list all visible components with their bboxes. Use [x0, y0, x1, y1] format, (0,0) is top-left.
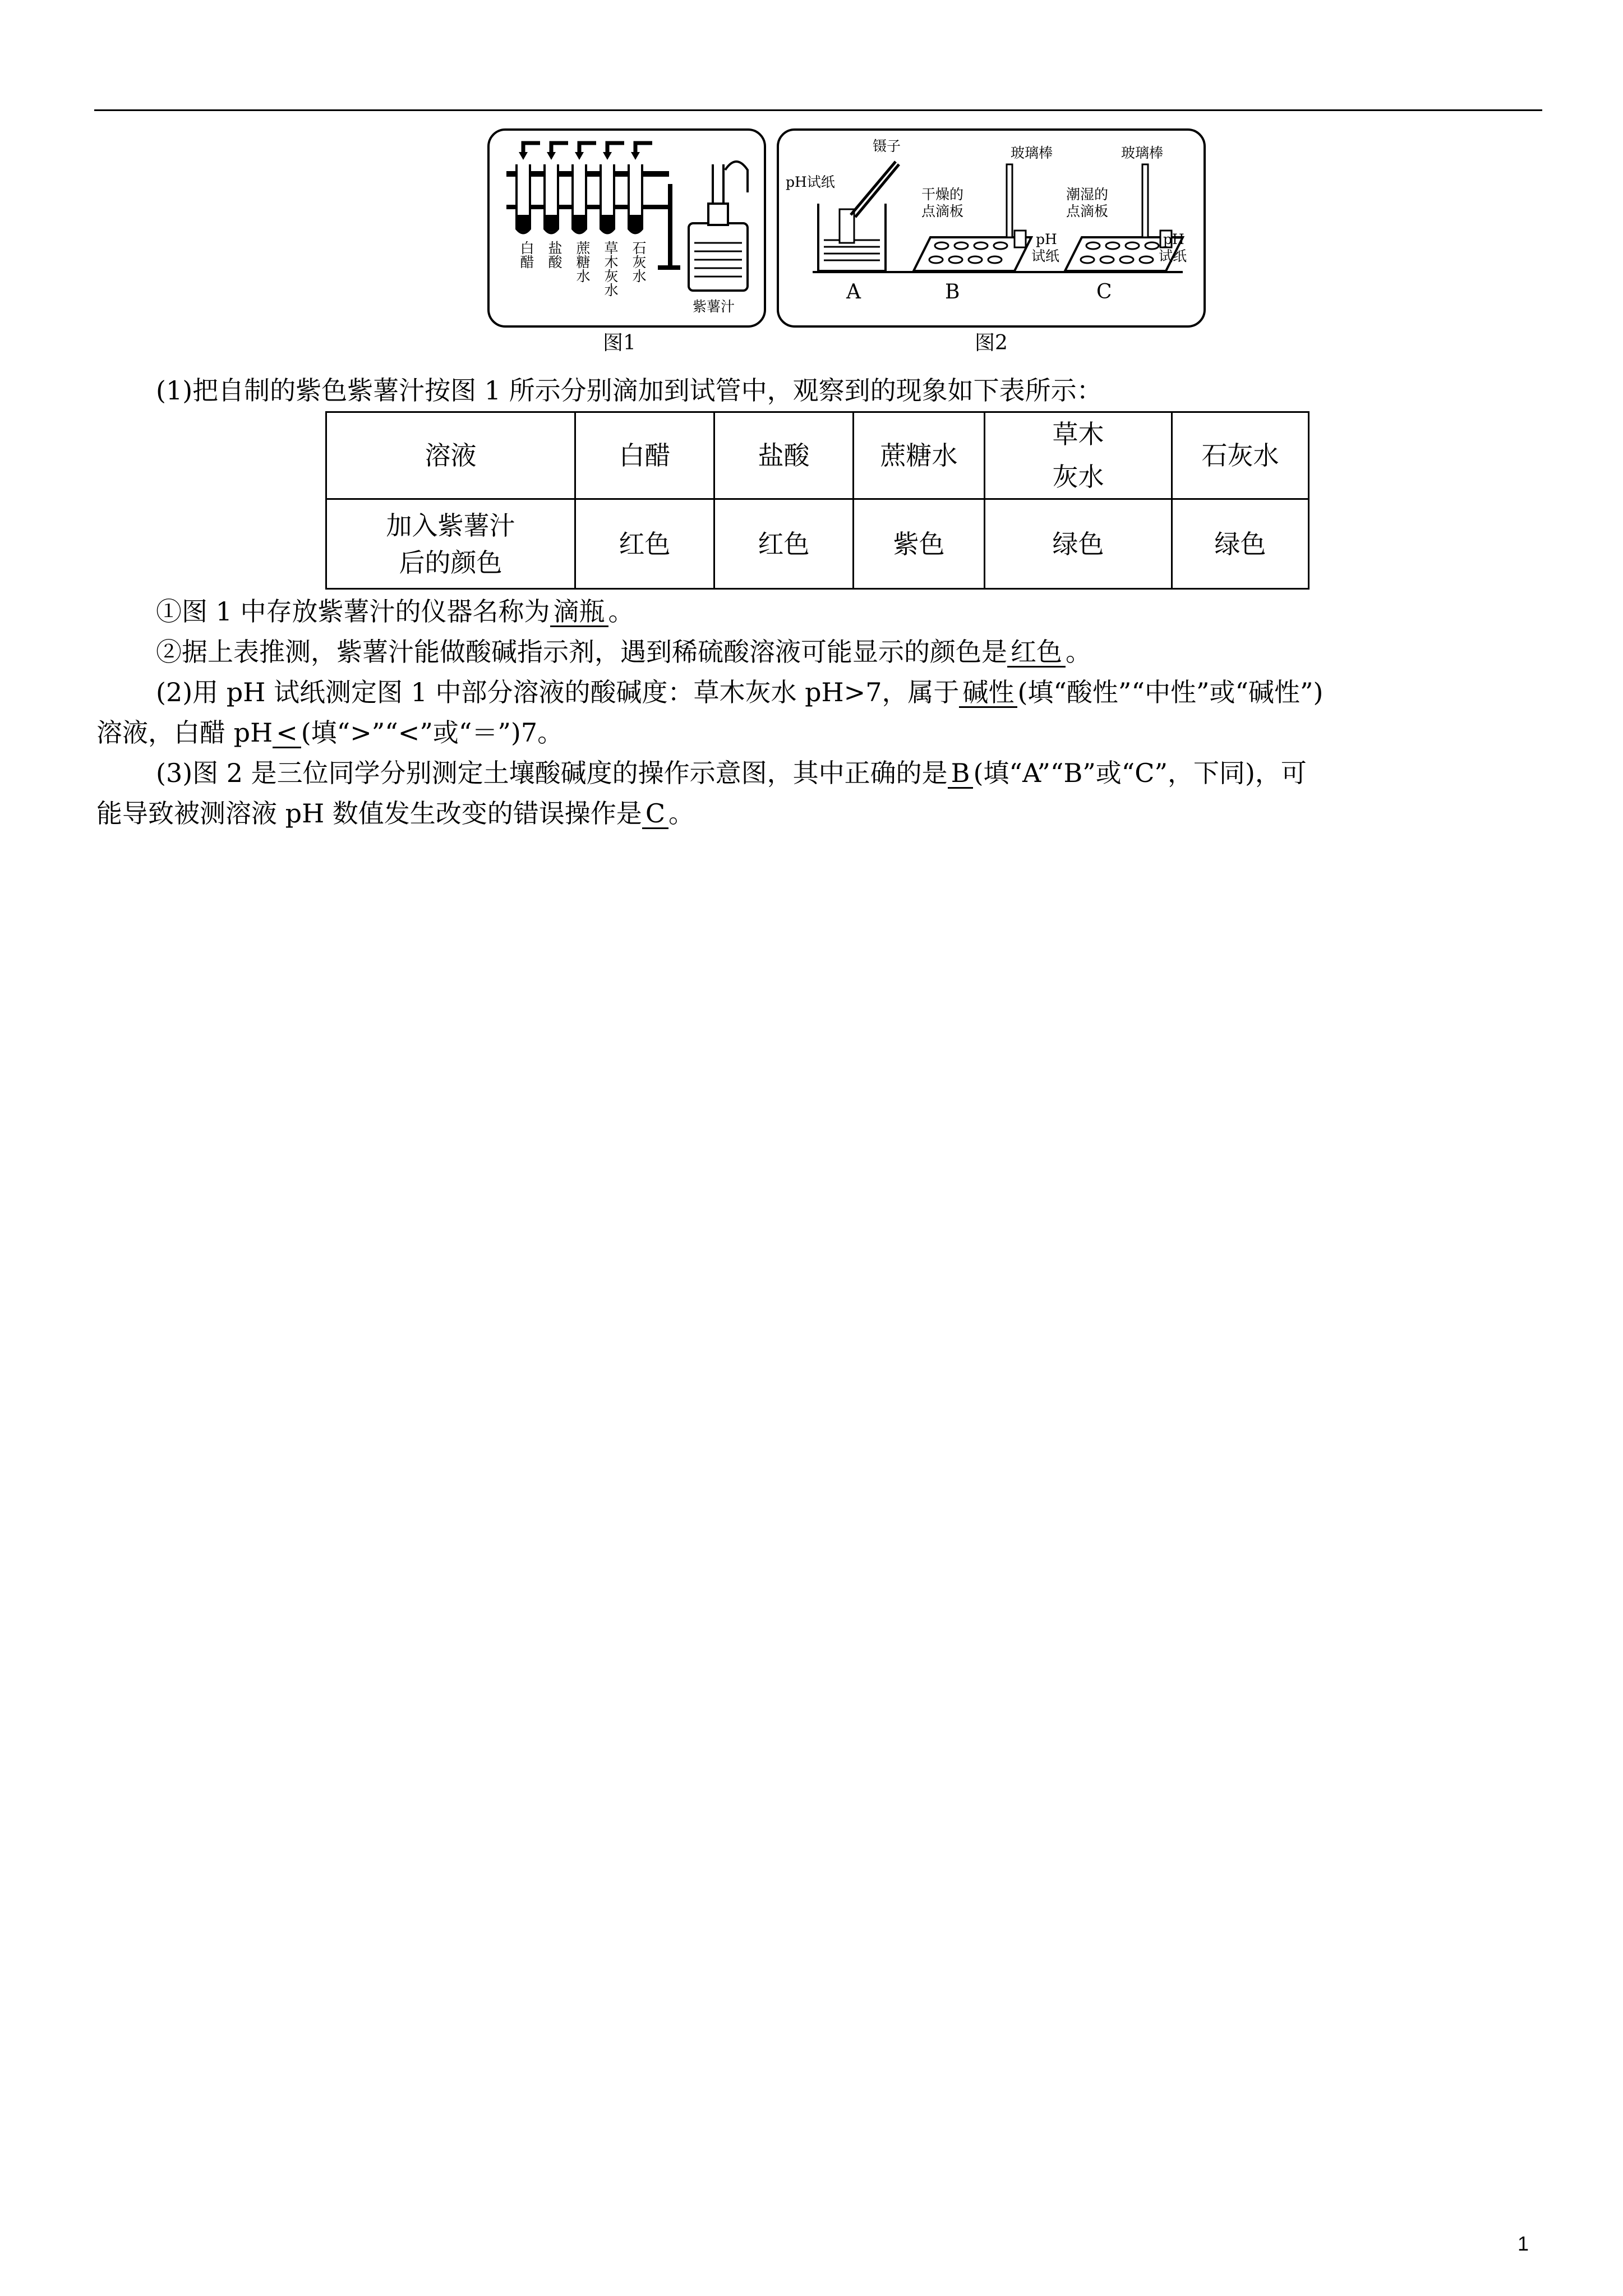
label-glass-rod-c: 玻璃棒: [1121, 145, 1164, 161]
table-header-solution: 溶液: [326, 412, 575, 499]
q2-text-2: 溶液，白醋 pH: [96, 717, 273, 748]
figure-2-caption: 图2: [975, 332, 1008, 355]
q2-hint-2: (填“>”“<”或“＝”)7。: [301, 717, 564, 748]
table-cell-color: 绿色: [1172, 499, 1309, 589]
label-ph-paper-b-1: pH: [1036, 231, 1057, 247]
question-2-line2: [96, 717, 563, 748]
header-rule: [94, 109, 1542, 111]
question-1a: [156, 596, 634, 627]
test-tube-rack-illustration: [490, 131, 764, 325]
label-ph-paper-c-2: 试纸: [1159, 248, 1187, 264]
table-row: [326, 412, 1309, 499]
q1a-text: ①图 1 中存放紫薯汁的仪器名称为: [156, 596, 550, 627]
tube-label-sugar-water: 蔗糖水: [574, 241, 591, 283]
question-1b: [156, 636, 1091, 668]
figure-1: [487, 128, 766, 328]
label-ph-paper-b-2: 试纸: [1031, 248, 1060, 264]
q3-text: (3)图 2 是三位同学分别测定土壤酸碱度的操作示意图，其中正确的是: [156, 758, 948, 788]
tube-label-white-vinegar: 白醋: [518, 241, 534, 269]
row-label-line2: 后的颜色: [399, 547, 502, 578]
table-cell-solution: 白醋: [575, 412, 714, 499]
table-cell-color: 红色: [714, 499, 854, 589]
question-3-line2: [96, 798, 694, 829]
observation-table: [325, 411, 1310, 590]
q2-answer-2: <: [273, 719, 301, 748]
label-ph-paper-c-1: pH: [1163, 231, 1184, 247]
label-ph-paper-a: pH试纸: [786, 174, 835, 190]
q3-answer-2: C: [642, 799, 668, 829]
figure-1-caption: 图1: [603, 332, 636, 355]
tube-label-hydrochloric-acid: 盐酸: [546, 241, 562, 269]
part-letter-c: C: [1096, 280, 1112, 303]
part-letter-a: A: [846, 280, 861, 303]
label-wet-plate-line2: 点滴板: [1066, 203, 1109, 219]
q3-answer-1: B: [948, 759, 974, 789]
q1b-end: 。: [1066, 637, 1091, 667]
label-wet-plate-line1: 潮湿的: [1066, 186, 1109, 203]
tube-label-limewater: 石灰水: [630, 241, 647, 283]
q1a-answer: 滴瓶: [550, 597, 608, 627]
page-number: 1: [1518, 2232, 1529, 2255]
row-label-line1: 加入紫薯汁: [386, 510, 515, 541]
question-3-line1: [156, 757, 1307, 789]
q3-text-2: 能导致被测溶液 pH 数值发生改变的错误操作是: [96, 798, 642, 829]
q3-hint-1: (填“A”“B”或“C”，下同)，可: [973, 758, 1307, 788]
question-1-intro: (1)把自制的紫色紫薯汁按图 1 所示分别滴加到试管中，观察到的现象如下表所示：: [156, 375, 1103, 406]
label-glass-rod-b: 玻璃棒: [1011, 145, 1053, 161]
table-row-label: [326, 499, 575, 589]
tube-label-plant-ash-water: 草木灰水: [602, 241, 619, 297]
label-dry-plate-line2: 点滴板: [921, 203, 964, 219]
bottle-label-purple-sweet-potato-juice: 紫薯汁: [693, 298, 735, 315]
table-cell-solution: 蔗糖水: [854, 412, 985, 499]
plant-ash-water-wrapped: 草木灰水: [1052, 419, 1104, 492]
q1b-text: ②据上表推测，紫薯汁能做酸碱指示剂，遇到稀硫酸溶液可能显示的颜色是: [156, 637, 1007, 667]
table-cell-solution: 石灰水: [1172, 412, 1309, 499]
label-tweezers: 镊子: [873, 138, 901, 154]
q1a-end: 。: [608, 596, 634, 627]
q2-text: (2)用 pH 试纸测定图 1 中部分溶液的酸碱度：草木灰水 pH>7，属于: [156, 677, 960, 707]
table-cell-color: 绿色: [985, 499, 1172, 589]
table-cell-color: 紫色: [854, 499, 985, 589]
q1b-answer: 红色: [1007, 638, 1066, 668]
q3-end: 。: [668, 798, 695, 829]
q2-answer-1: 碱性: [959, 678, 1017, 708]
label-dry-plate-line1: 干燥的: [921, 186, 964, 203]
table-cell-solution: [985, 412, 1172, 499]
table-cell-solution: 盐酸: [714, 412, 854, 499]
question-2-line1: [156, 677, 1323, 708]
table-cell-color: 红色: [575, 499, 714, 589]
table-row: [326, 499, 1309, 589]
figure-2: [777, 128, 1206, 328]
q2-hint-1: (填“酸性”“中性”或“碱性”): [1017, 677, 1324, 707]
part-letter-b: B: [945, 280, 960, 303]
